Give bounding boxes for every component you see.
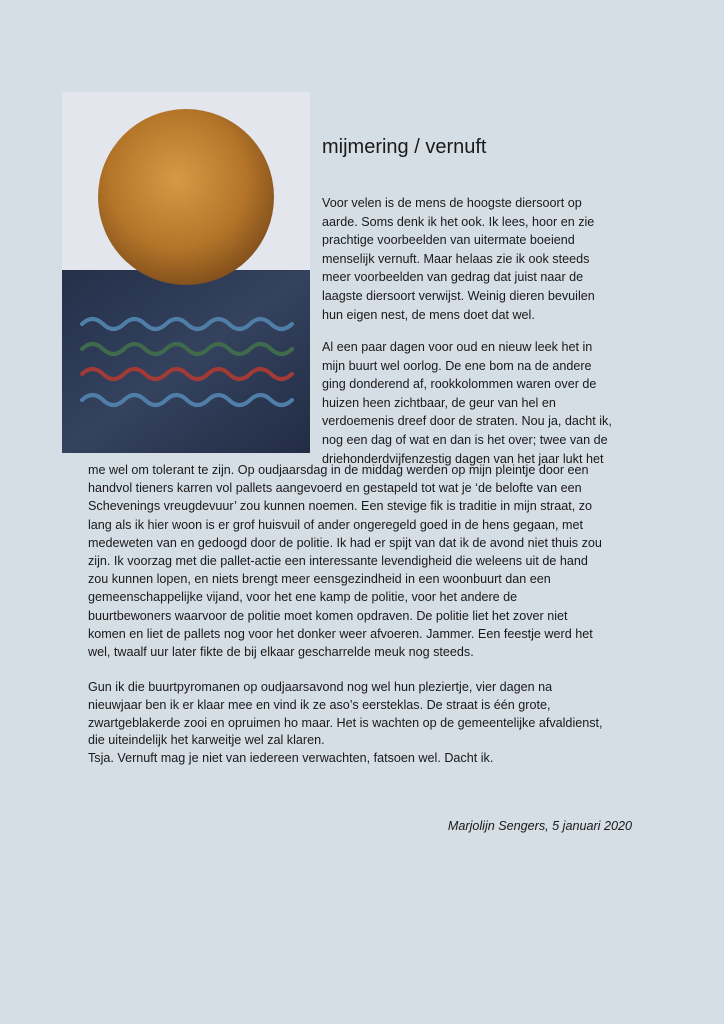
sea bbox=[62, 270, 310, 453]
paragraph-2 bbox=[322, 338, 612, 468]
text-line: medeweten van en gedoogd door de politie. Ik had er spijt van dat ik de avond niet thuis zou bbox=[88, 535, 602, 550]
text-line: nog een dag of wat en dan is het over; twee van de bbox=[322, 432, 608, 447]
page-title: mijmering / vernuft bbox=[322, 136, 487, 158]
text-line: handvol tieners karren vol pallets aangevoerd en gestapeld tot wat je ‘de belofte van een bbox=[88, 481, 582, 496]
text-line: meer voorbeelden van gedrag dat juist naar de bbox=[322, 270, 584, 285]
text-line: hun eigen nest, de mens doet dat wel. bbox=[322, 307, 535, 322]
text-line: wel, twaalf uur later fikte de bij elkaar gescharrelde meuk nog steeds. bbox=[88, 644, 474, 659]
text-line: komen en liet de pallets nog voor het donker weer afvoeren. Jammer. Een feestje werd het bbox=[88, 626, 593, 641]
text-line: gemeenschappelijke vijand, voor het ene kamp de politie, voor het andere de bbox=[88, 590, 518, 605]
paragraph-3 bbox=[88, 679, 603, 768]
text-line: huizen heen zichtbaar, de geur van hel en bbox=[322, 395, 556, 410]
text-line: menselijk vernuft. Maar helaas zie ik ook steeds bbox=[322, 251, 590, 266]
text-line: prachtige voorbeelden van uitermate boeiend bbox=[322, 233, 575, 248]
text-line: zwartgeblakerde zooi en opruimen ho maar. Het is wachten op de gemeentelijke afvaldienst, bbox=[88, 715, 603, 730]
text-line: die uiteindelijk het karweitje wel zal klaren. bbox=[88, 733, 325, 748]
text-line: me wel om tolerant te zijn. Op oudjaarsdag in de middag werden op mijn pleintje door een bbox=[88, 463, 589, 477]
text-line: laagste diersoort verwijst. Weinig dieren bevuilen bbox=[322, 288, 595, 303]
text-line: Voor velen is de mens de hoogste diersoort op bbox=[322, 196, 582, 210]
sun bbox=[98, 109, 274, 285]
paragraph-1 bbox=[322, 194, 595, 324]
signature: Marjolijn Sengers, 5 januari 2020 bbox=[447, 819, 632, 833]
text-line: Tsja. Vernuft mag je niet van iedereen verwachten, fatsoen wel. Dacht ik. bbox=[88, 751, 494, 766]
text-line: aarde. Soms denk ik het ook. Ik lees, hoor en zie bbox=[322, 214, 595, 229]
text-line: zou kunnen lopen, en niets brengt meer eensgezindheid in een woonbuurt dan een bbox=[88, 572, 551, 587]
text-line: buurtbewoners waarvoor de politie moet komen opdraven. De politie liet het zover niet bbox=[88, 608, 568, 623]
text-line: Schevenings vreugdevuur’ zou kunnen noemen. Een stevige fik is traditie in mijn straat, zo bbox=[88, 499, 593, 514]
text-line: lang als ik hier woon is er grof huisvuil of ander ongeregeld goed in de hens gegaan, met bbox=[88, 517, 583, 532]
text-line: nieuwjaar ben ik er klaar mee en vind ik ze aso’s eersteklas. De straat is één grote, bbox=[88, 697, 551, 712]
text-line: driehonderdvijfenzestig dagen van het jaar lukt het bbox=[322, 451, 604, 466]
text-line: zijn. Ik voorzag met die pallet-actie een interessante levendigheid die weleens uit de hand bbox=[88, 553, 588, 568]
text-line: ging donderend af, rookkolommen waren over de bbox=[322, 377, 597, 392]
text-line: Gun ik die buurtpyromanen op oudjaarsavond nog wel hun pleziertje, vier dagen na bbox=[88, 680, 553, 694]
text-line: mijn buurt wel oorlog. De ene bom na de andere bbox=[322, 358, 592, 373]
text-line: Al een paar dagen voor oud en nieuw leek het in bbox=[322, 340, 593, 354]
sun-over-sea-illustration bbox=[62, 92, 310, 453]
paragraph-2-continued bbox=[88, 461, 602, 661]
text-line: verdoemenis dreef door de straten. Nou ja, dacht ik, bbox=[322, 414, 612, 429]
